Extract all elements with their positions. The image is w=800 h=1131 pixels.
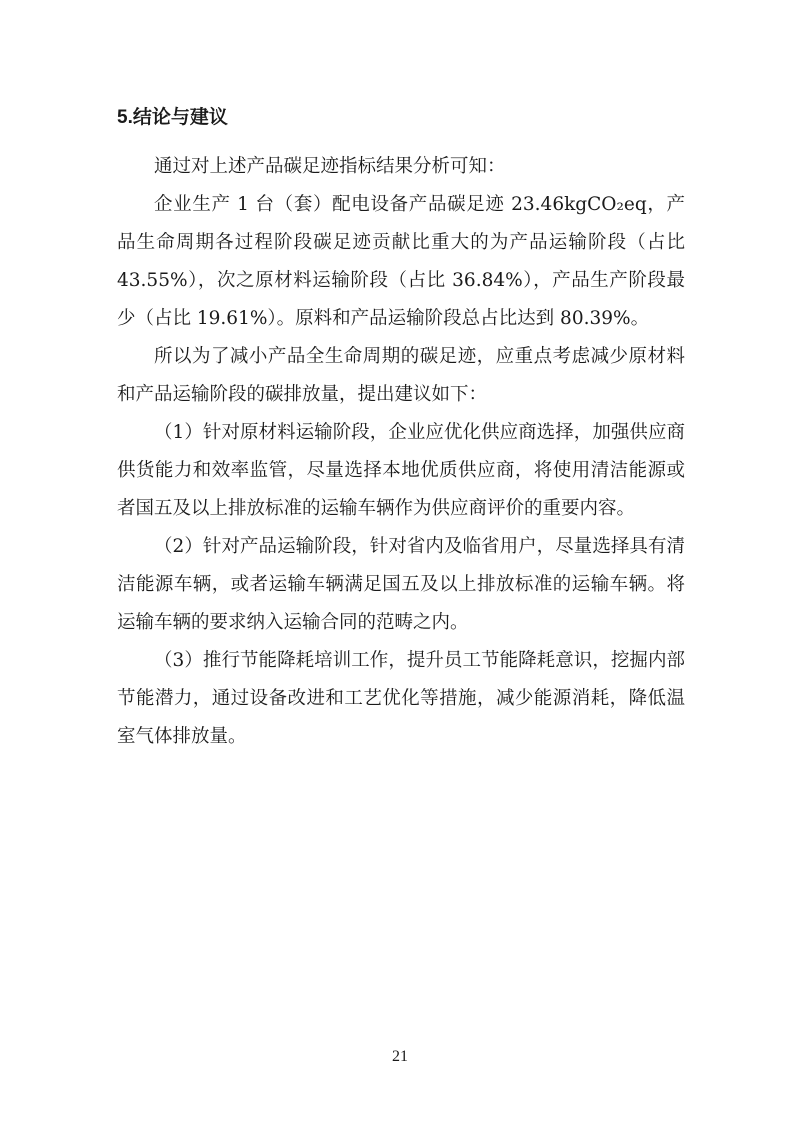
page-number: 21 bbox=[392, 1048, 408, 1065]
recommendation-intro-paragraph: 所以为了减小产品全生命周期的碳足迹，应重点考虑减少原材料和产品运输阶段的碳排放量，提出建议如下： bbox=[117, 346, 685, 405]
intro-paragraph: 通过对上述产品碳足迹指标结果分析可知： bbox=[154, 156, 506, 177]
page-content bbox=[117, 104, 685, 756]
recommendation-3-paragraph: （3）推行节能降耗培训工作，提升员工节能降耗意识，挖掘内部节能潜力，通过设备改进和工艺优化等措施，减少能源消耗，降低温室气体排放量。 bbox=[117, 650, 685, 747]
recommendation-1-paragraph: （1）针对原材料运输阶段，企业应优化供应商选择，加强供应商供货能力和效率监管，尽量选择本地优质供应商，将使用清洁能源或者国五及以上排放标准的运输车辆作为供应商评价的重要内容。 bbox=[117, 422, 685, 519]
recommendation-2-paragraph: （2）针对产品运输阶段，针对省内及临省用户，尽量选择具有清洁能源车辆，或者运输车辆满足国五及以上排放标准的运输车辆。将运输车辆的要求纳入运输合同的范畴之内。 bbox=[117, 536, 685, 633]
carbon-footprint-paragraph: 企业生产 1 台（套）配电设备产品碳足迹 23.46kgCO₂eq，产品生命周期各过程阶段碳足迹贡献比重大的为产品运输阶段（占比43.55%），次之原材料运输阶段（占比 36.84%），产品生产阶段最少（占比 19.61%）。原料和产品运输阶段总占比达到 80.39%。 bbox=[117, 194, 685, 329]
section-heading: 5.结论与建议 bbox=[117, 107, 228, 128]
